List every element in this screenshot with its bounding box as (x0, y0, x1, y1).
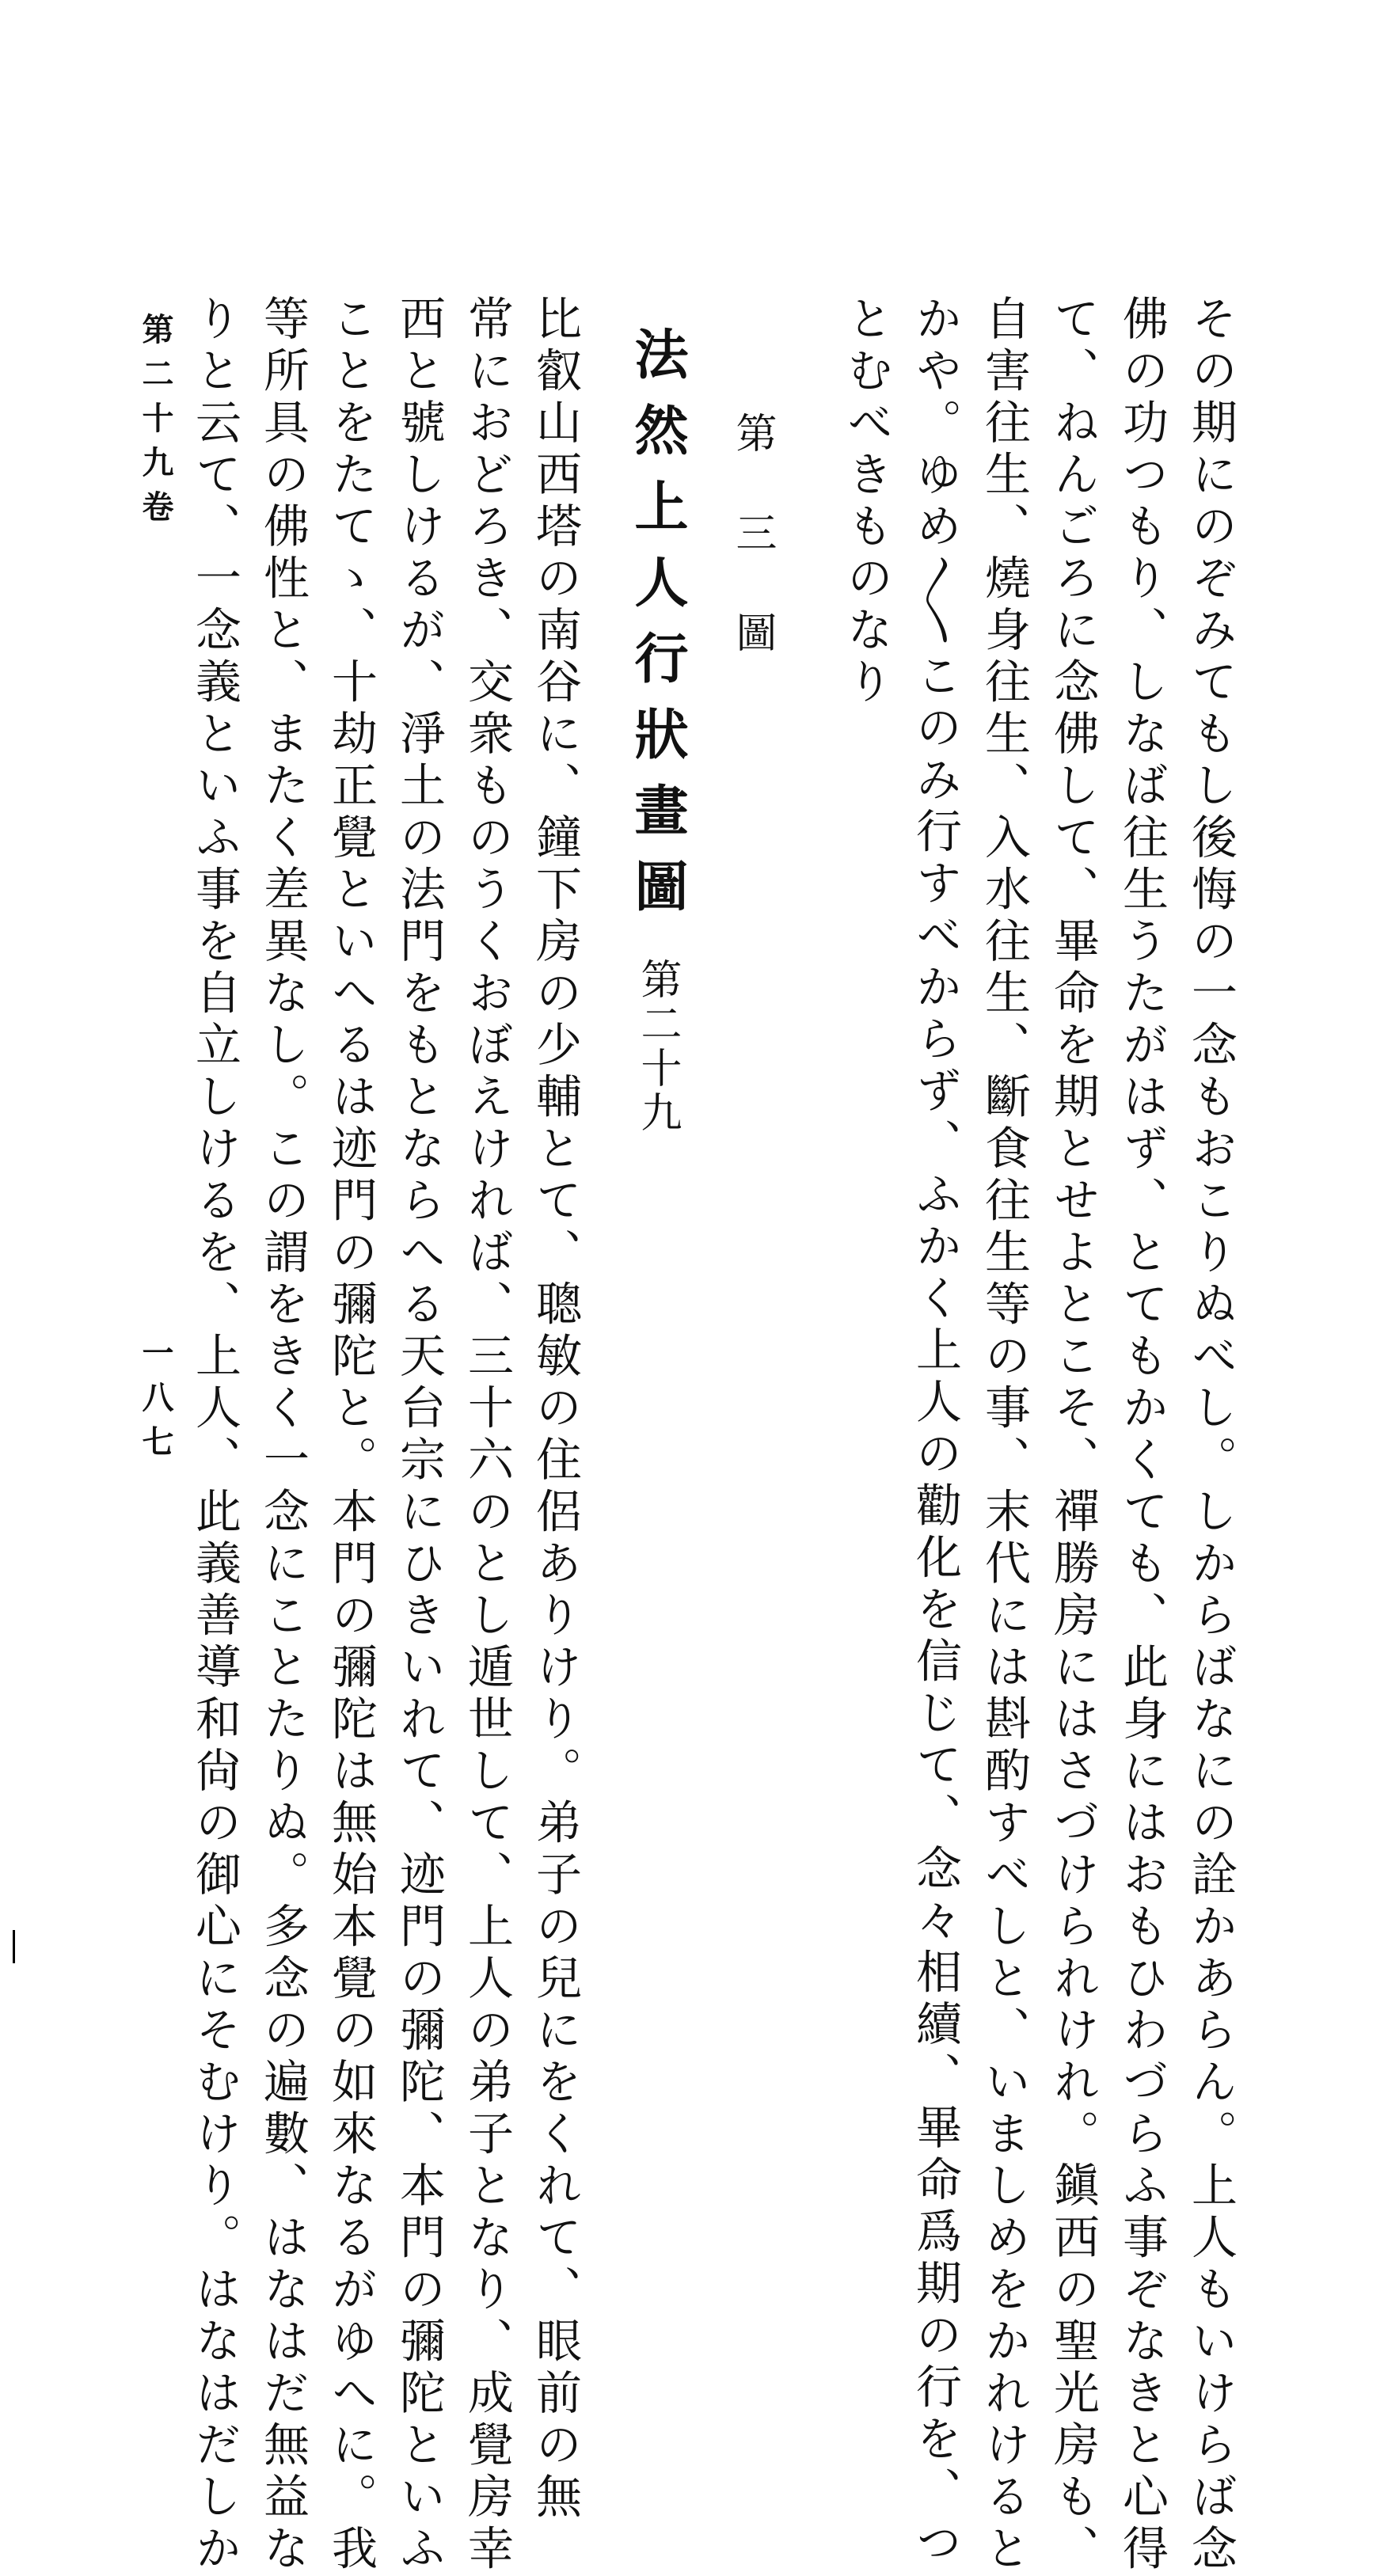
text-column: 比叡山西塔の南谷に、鐘下房の少輔とて、聰敏の住侶ありけり。弟子の兒にをくれて、眼前の無 (528, 294, 582, 2525)
text-column: その期にのぞみてもし後悔の一念もおこりぬべし。しからばなにの詮かあらん。上人もいけらば念 (1184, 294, 1238, 2576)
page-number: 一八七 (137, 1336, 174, 1469)
text-column: りと云て、一念義といふ事を自立しけるを、上人、此義善導和尙の御心にそむけり。はなはだしか (188, 294, 241, 2576)
text-column: 等所具の佛性と、またく差異なし。この謂をきく一念にことたりぬ。多念の遍數、はなはだ無益な (256, 294, 310, 2576)
text-column: 自害往生、燒身往生、入水往生、斷食往生等の事、末代には斟酌すべしと、いましめをかれけると (977, 294, 1031, 2576)
text-column: て、ねんごろに念佛して、畢命を期とせよとこそ、禪勝房にはさづけられけれ。鎭西の聖光房も、 (1046, 294, 1100, 2576)
text-column: 西と號しけるが、淨土の法門をもとならへる天台宗にひきいれて、迹門の彌陀、本門の彌陀といふ (392, 294, 446, 2576)
text-column: 常におどろき、交衆ものうくおぼえければ、三十六のとし遁世して、上人の弟子となり、成覺房幸 (460, 294, 514, 2576)
scan-edge-mark (13, 1930, 15, 1963)
text-column: ことをたてゝ、十劫正覺といへるは迹門の彌陀と。本門の彌陀は無始本覺の如來なるがゆへに。我 (324, 294, 378, 2576)
chapter-title-number: 第二十九 (633, 958, 681, 1135)
section-label: 第三圖 (728, 412, 776, 711)
text-column: 佛の功つもり、しなば往生うたがはず、とてもかくても、此身にはおもひわづらふ事ぞなきと心得 (1115, 294, 1169, 2576)
text-column: かや。ゆめ〳〵このみ行すべからず、ふかく上人の勸化を信じて、念々相續、畢命爲期の行を、つ (908, 294, 962, 2570)
chapter-title (625, 326, 689, 1135)
chapter-title-main: 法然上人行狀畫圖 (625, 326, 689, 934)
running-header: 第二十九卷 (137, 313, 174, 534)
text-column: とむべきものなり (839, 294, 893, 709)
